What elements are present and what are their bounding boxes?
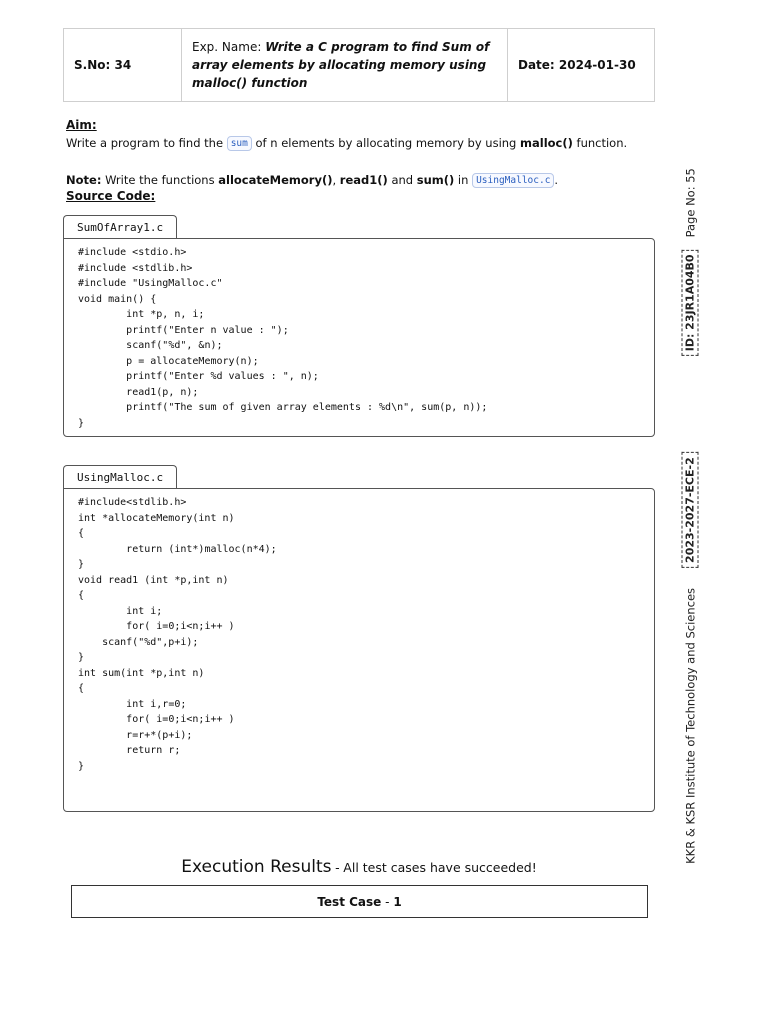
note-text	[66, 173, 558, 188]
serial-number: S.No: 34	[64, 29, 182, 101]
experiment-date: Date: 2024-01-30	[518, 58, 636, 72]
test-case-header[interactable]	[71, 885, 648, 918]
test-case-dash: -	[385, 894, 390, 909]
note-fn-read: read1()	[339, 173, 388, 187]
experiment-name-cell	[182, 29, 508, 101]
note-text-part: and	[391, 173, 414, 187]
exp-name-label: Exp. Name:	[192, 40, 262, 54]
note-fn-sum: sum()	[416, 173, 455, 187]
execution-dash: -	[335, 860, 340, 875]
file-tab-usingmalloc[interactable]: UsingMalloc.c	[63, 465, 177, 489]
aim-text-part: function.	[576, 136, 628, 150]
execution-status: All test cases have succeeded!	[343, 860, 537, 875]
batch-id: 2023-2027-ECE-2	[682, 452, 699, 568]
student-id: ID: 23JR1A04B0	[682, 249, 699, 356]
execution-results-heading	[0, 857, 718, 877]
aim-text-part: of n elements by allocating memory by using	[255, 136, 517, 150]
execution-title: Execution Results	[181, 857, 332, 877]
aim-title: Aim:	[66, 118, 97, 132]
note-sep: ,	[332, 173, 337, 187]
code-block-sumofarray	[63, 238, 655, 437]
test-case-number: 1	[393, 894, 402, 909]
note-text-part: Write the functions	[105, 173, 215, 187]
code-block-usingmalloc	[63, 488, 655, 812]
aim-text-part: Write a program to find the	[66, 136, 224, 150]
note-label: Note:	[66, 173, 102, 187]
side-strip-text	[682, 168, 699, 864]
institute-name: KKR & KSR Institute of Technology and Sciences	[683, 587, 697, 864]
exp-name: Write a C program to find Sum of array elements by allocating memory using malloc() function	[192, 40, 490, 90]
experiment-header	[63, 28, 655, 102]
aim-text	[66, 136, 627, 151]
aim-code-word: sum	[227, 136, 252, 151]
note-fn-allocate: allocateMemory()	[218, 173, 333, 187]
aim-bold-word: malloc()	[520, 136, 573, 150]
source-code-title: Source Code:	[66, 189, 156, 203]
test-case-label: Test Case	[317, 894, 382, 909]
note-file-name: UsingMalloc.c	[472, 173, 554, 188]
note-text-part: in	[457, 173, 469, 187]
page-number: Page No: 55	[683, 168, 697, 238]
note-end: .	[554, 173, 559, 187]
code-sumofarray: #include <stdio.h> #include <stdlib.h> #include "UsingMalloc.c" void main() { int *p, n, i; printf("Enter n value : "); scanf("%d", &n); p = allocateMemory(n); printf("Enter %d values : ", n); read1(p, n); printf("The sum of given array elements : %d\n", sum(p, n)); }	[78, 247, 488, 429]
code-usingmalloc: #include<stdlib.h> int *allocateMemory(int n) { return (int*)malloc(n*4); } void read1 (int *p,int n) { int i; for( i=0;i<n;i++ ) scanf("%d",p+i); } int sum(int *p,int n) { int i,r=0; for( i=0;i<n;i++ ) r=r+*(p+i); return r; }	[78, 497, 277, 772]
file-tab-sumofarray[interactable]: SumOfArray1.c	[63, 215, 177, 239]
